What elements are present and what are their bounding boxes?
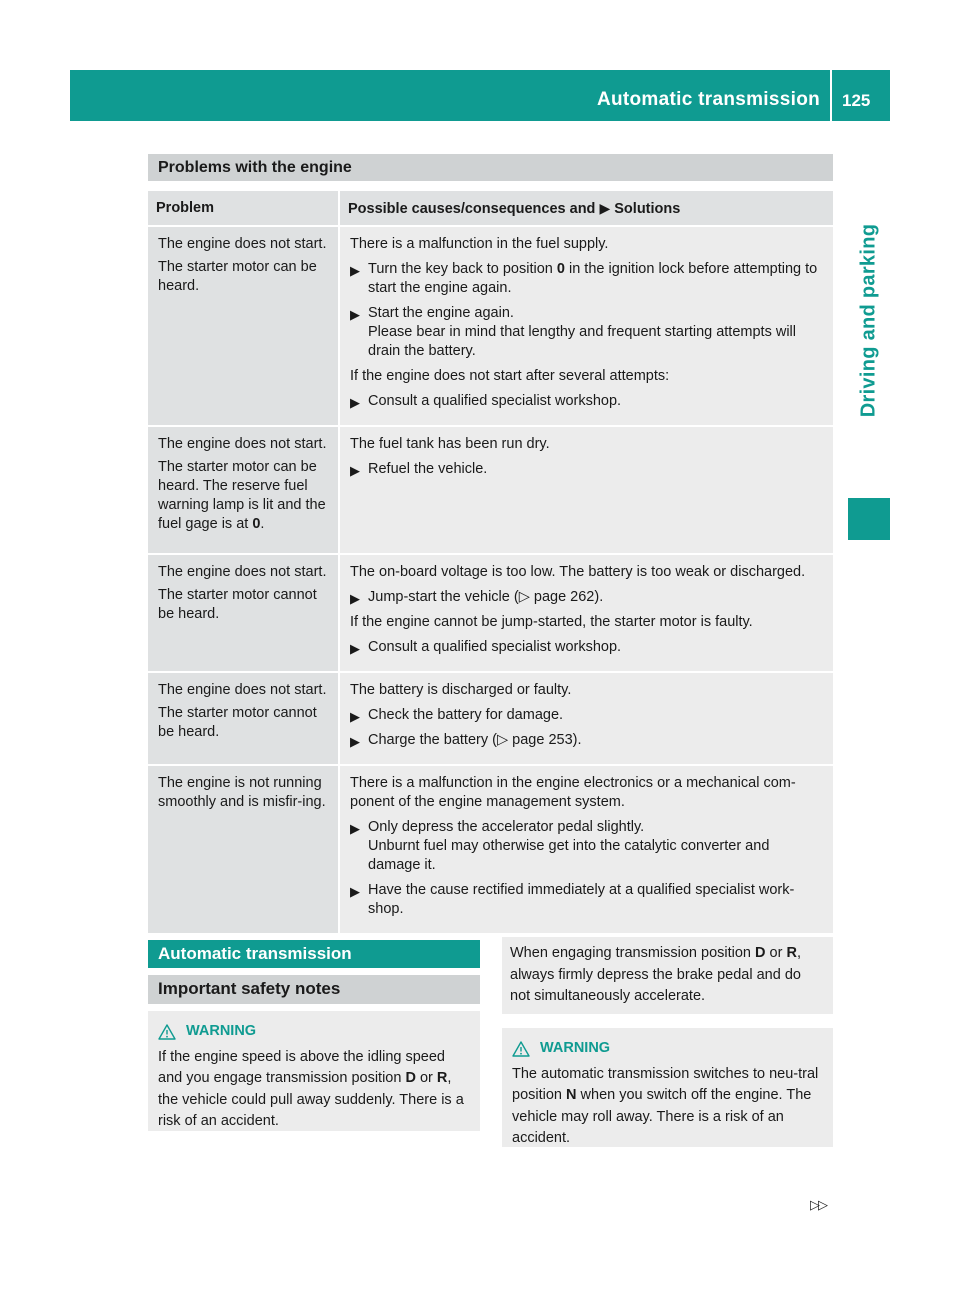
followup-text: If the engine does not start after several attempts: [350,368,670,384]
page-reference[interactable]: page 262). [533,589,604,605]
followup-text: If the engine cannot be jump-started, the starter motor is faulty. [350,614,753,630]
table-row [148,555,833,671]
step-arrow-icon: ▶ [599,200,611,216]
warning-title [512,1038,823,1060]
step-item [350,638,825,657]
step-note: Unburnt fuel may otherwise get into the catalytic converter and damage it. [368,838,770,873]
warning-text-or: or [415,1070,437,1086]
step-arrow-icon: ▶ [350,591,360,606]
step-item [350,392,825,411]
problem-text: The engine is not running smoothly and is misfir-ing. [158,775,326,810]
step-item [350,460,825,479]
page-number: 125 [842,91,871,110]
note-text-pre: When engaging transmission position [510,945,756,961]
gear-r: R [436,1070,448,1086]
step-text: Consult a qualified specialist workshop. [368,393,622,409]
step-arrow-icon: ▶ [350,821,360,836]
step-arrow-icon: ▶ [350,307,360,322]
warning-text-pre: The automatic transmission switches to neu-tral position [512,1065,819,1103]
page-header [70,70,890,121]
problem-text: The engine does not start. [158,682,327,698]
warning-box [148,1011,480,1131]
step-text: Consult a qualified specialist workshop. [368,639,622,655]
step-item [350,706,825,725]
solution-cell [338,673,833,764]
side-tab-label: Driving and parking [857,223,880,417]
problem-text: The engine does not start. [158,564,327,580]
header-title: Automatic transmission [596,89,820,110]
header-divider [830,70,832,121]
step-item [350,731,825,750]
problem-cell [148,427,338,553]
gear-n: N [566,1087,577,1103]
column-header-problem: Problem [148,191,338,225]
step-text: Have the cause rectified immediately at a qualified specialist work-shop. [368,882,795,917]
side-tab [848,150,890,490]
problem-cell [148,555,338,671]
fuel-gage-value: 0 [252,516,261,532]
cause-text: The fuel tank has been run dry. [350,436,550,452]
key-position: 0 [556,261,565,277]
gear-d: D [405,1070,416,1086]
continued-marker: ▷▷ [810,1197,826,1212]
step-text: Only depress the accelerator pedal slightly. [368,819,645,835]
step-item [350,304,825,361]
warning-label: WARNING [540,1040,611,1056]
side-tab-marker [848,498,890,540]
gear-d: D [755,945,766,961]
section-title-problems: Problems with the engine [148,154,833,181]
cause-text: The battery is discharged or faulty. [350,682,572,698]
warning-box [502,1028,833,1147]
step-item [350,818,825,875]
column-header-solutions-post: Solutions [614,201,681,217]
page-ref-icon: ▷ [496,732,509,748]
step-arrow-icon: ▶ [350,884,360,899]
column-header-solutions [338,191,833,225]
step-text: Check the battery for damage. [368,707,564,723]
section-title-automatic-transmission: Automatic transmission [148,940,480,968]
step-arrow-icon: ▶ [350,734,360,749]
step-arrow-icon: ▶ [350,463,360,478]
table-row [148,673,833,764]
note-box [502,937,833,1014]
cause-text: There is a malfunction in the engine electronics or a mechanical com-ponent of the engine management system. [350,775,796,810]
page-reference[interactable]: page 253). [512,732,582,748]
step-note: Please bear in mind that lengthy and frequent starting attempts will drain the battery. [368,324,796,359]
step-text-post: in the ignition lock before attempting to start the engine again. [368,261,818,296]
step-item [350,881,825,919]
warning-label: WARNING [186,1023,257,1039]
step-item [350,588,825,607]
step-text: Refuel the vehicle. [368,461,488,477]
step-arrow-icon: ▶ [350,263,360,278]
problem-text-pre: The starter motor can be heard. The reserve fuel warning lamp is lit and the fuel gage is at [158,459,326,532]
problem-cell [148,673,338,764]
gear-r: R [786,945,797,961]
solution-cell [338,227,833,425]
solution-cell [338,766,833,933]
problem-text: The engine does not start. [158,436,327,452]
step-arrow-icon: ▶ [350,641,360,656]
step-text-pre: Charge the battery ( [368,732,497,748]
table-row [148,766,833,933]
problem-text-post: . [260,516,265,532]
step-arrow-icon: ▶ [350,709,360,724]
warning-triangle-icon [512,1041,530,1057]
table-header-row [148,191,833,225]
warning-text [158,1047,470,1133]
page-ref-icon: ▷ [518,589,530,605]
warning-title [158,1021,470,1043]
problems-table [148,189,833,935]
problem-cell [148,766,338,933]
step-arrow-icon: ▶ [350,395,360,410]
problem-text: The starter motor cannot be heard. [158,705,317,740]
problem-text: The starter motor can be heard. [158,259,317,294]
step-text: Start the engine again. [368,305,514,321]
problem-text [158,458,330,534]
warning-text-pre: If the engine speed is above the idling speed and you engage transmission position [158,1048,445,1086]
cause-text: There is a malfunction in the fuel supply. [350,236,609,252]
solution-cell [338,555,833,671]
table-row [148,427,833,553]
table-row [148,227,833,425]
step-text-pre: Turn the key back to position [368,261,557,277]
problem-text: The starter motor cannot be heard. [158,587,317,622]
note-text-or: or [765,945,787,961]
step-text-pre: Jump-start the vehicle ( [368,589,519,605]
cause-text: The on-board voltage is too low. The battery is too weak or discharged. [350,564,806,580]
warning-text [512,1064,823,1150]
warning-text-post: when you switch off the engine. The vehicle may roll away. There is a risk of an accident. [512,1087,812,1146]
problem-text: The engine does not start. [158,236,327,252]
subsection-title-safety-notes: Important safety notes [148,975,480,1004]
problem-cell [148,227,338,425]
warning-text-post: , the vehicle could pull away suddenly. There is a risk of an accident. [158,1070,464,1129]
warning-triangle-icon [158,1024,176,1040]
column-header-solutions-pre: Possible causes/consequences and [348,201,596,217]
note-text-post: , always firmly depress the brake pedal and do not simultaneously accelerate. [510,945,801,1004]
step-item [350,260,825,298]
solution-cell [338,427,833,553]
